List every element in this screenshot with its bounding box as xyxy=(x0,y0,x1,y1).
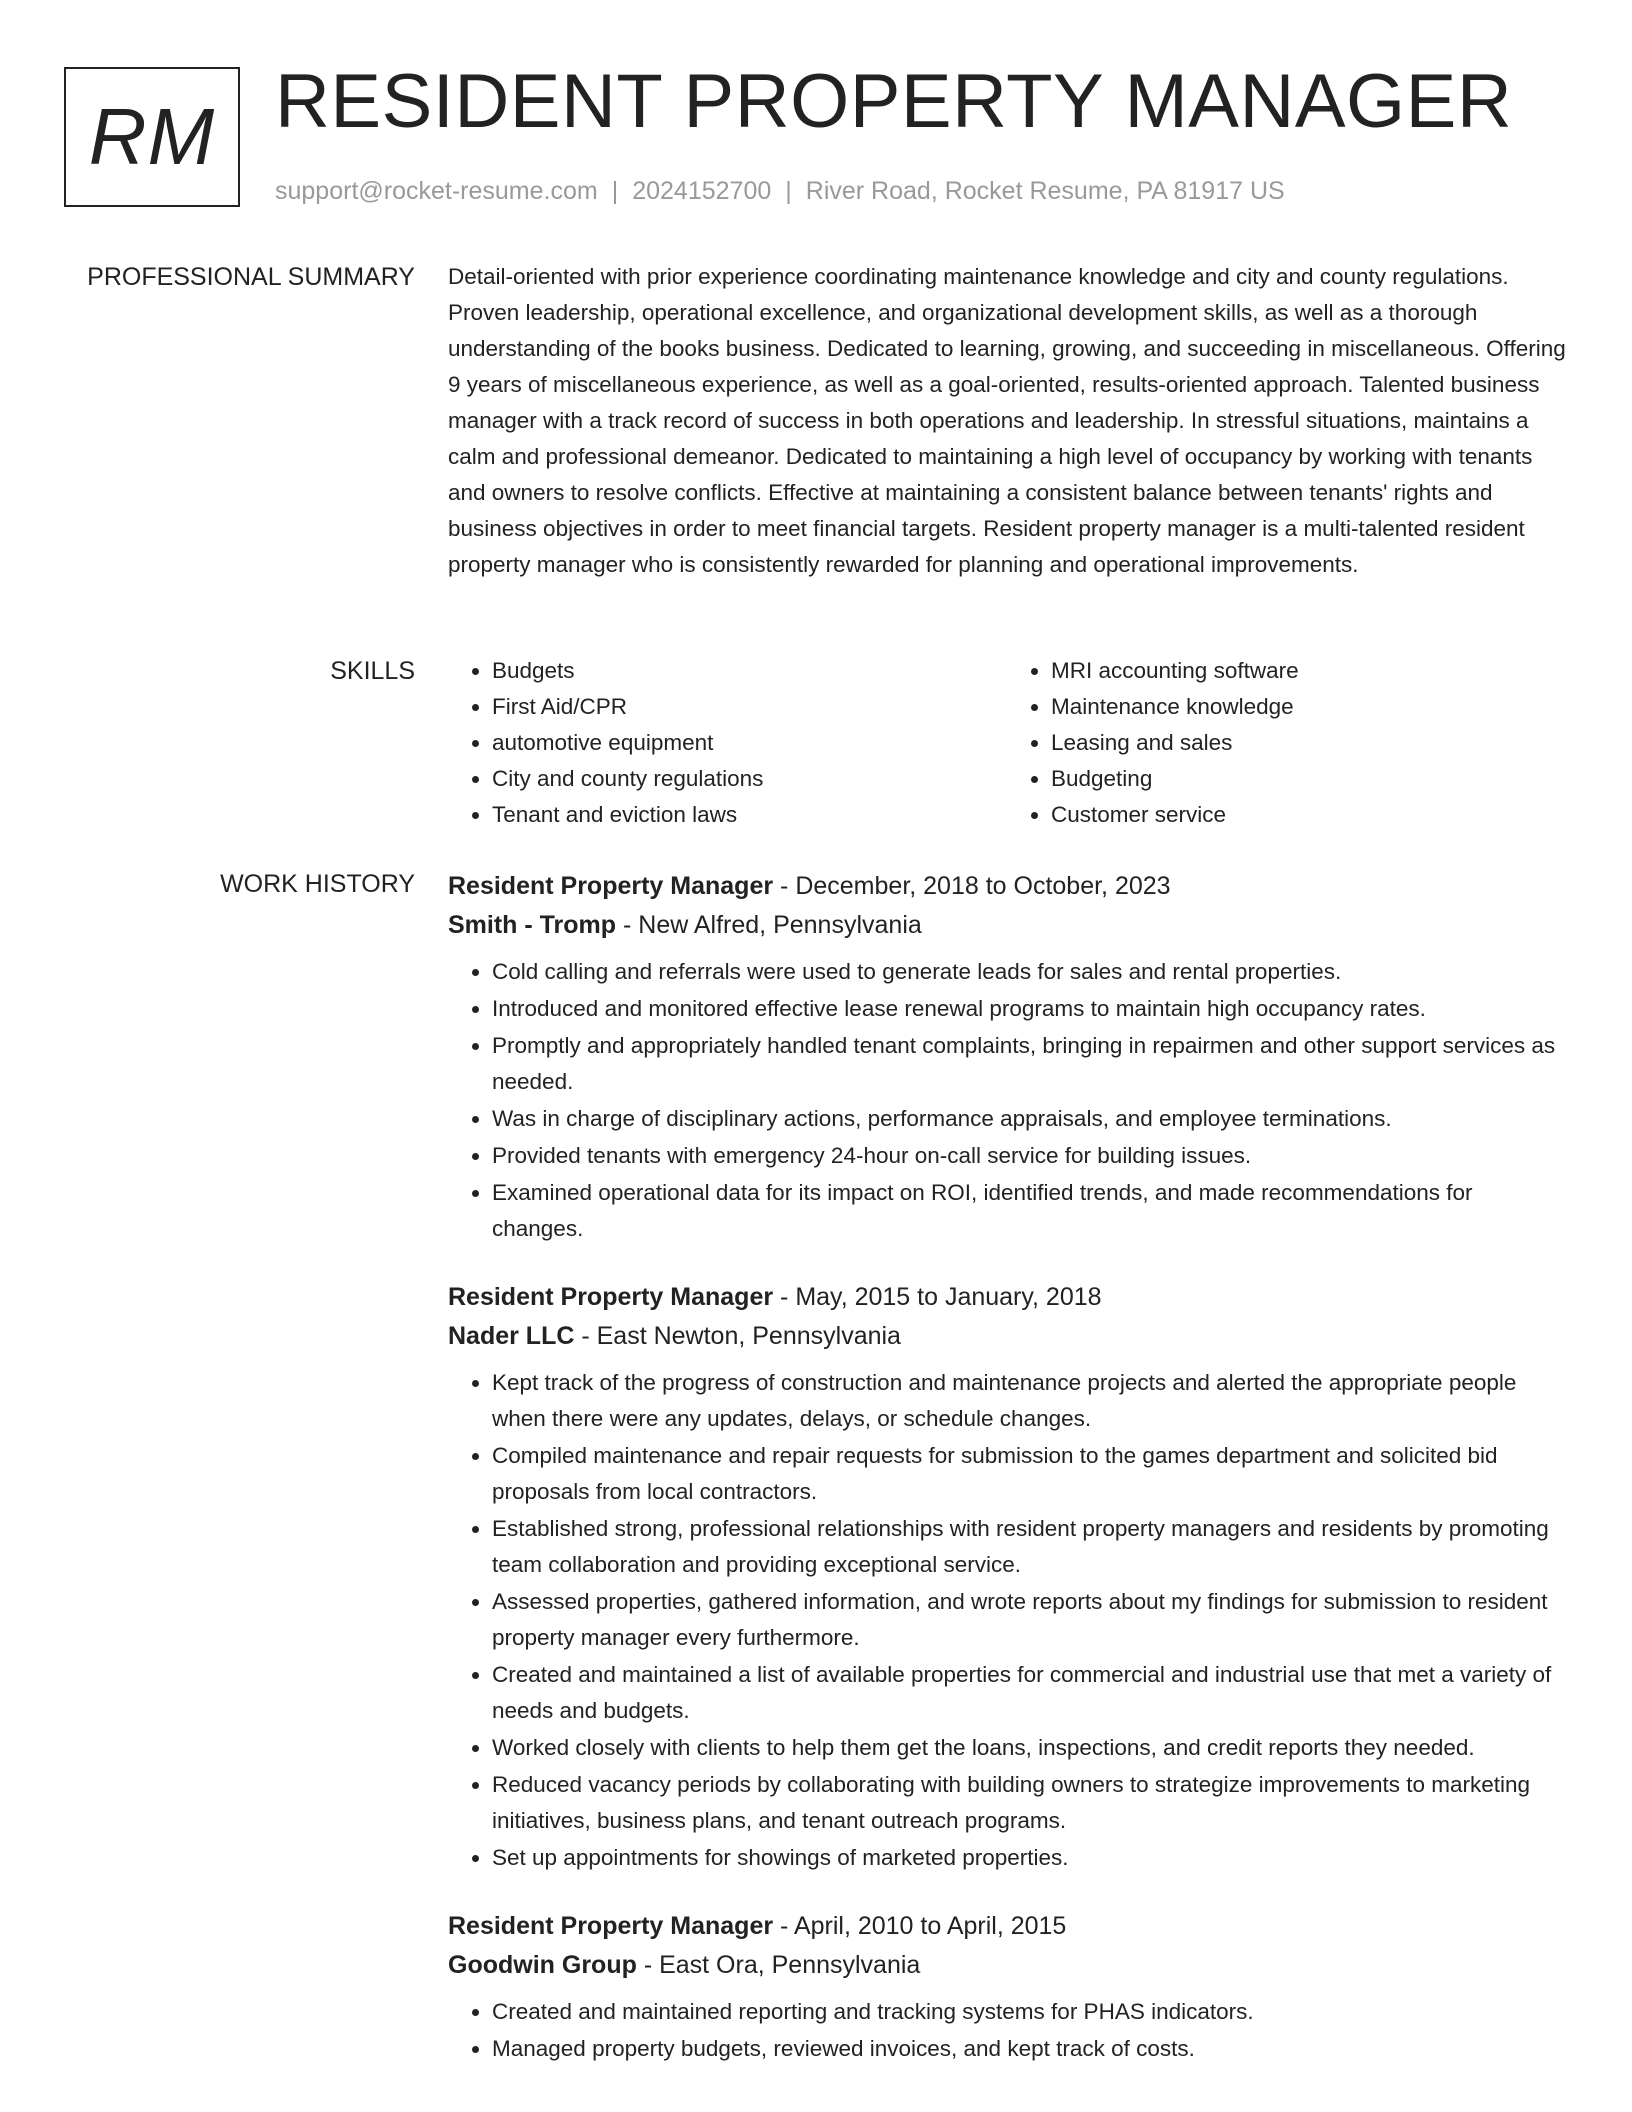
job-company: Goodwin Group xyxy=(448,1951,637,1979)
job-bullet: • Kept track of the progress of construction and maintenance projects and alerted the appropriate people when there were any updates, delays, or schedule changes. xyxy=(492,1365,1566,1437)
job-bullet: • Introduced and monitored effective lease renewal programs to maintain high occupancy rates. xyxy=(492,991,1566,1027)
job-bullets xyxy=(448,1365,1566,1876)
skills-section xyxy=(448,653,1566,833)
job-title: Resident Property Manager xyxy=(448,1283,774,1311)
email-text: support@rocket-resume.com xyxy=(275,177,598,205)
job-title-line xyxy=(448,1906,1566,1946)
phone-text: 2024152700 xyxy=(632,177,772,205)
monogram-box: RM xyxy=(64,67,240,207)
work-history-label: WORK HISTORY xyxy=(220,870,415,898)
skill-item: • Tenant and eviction laws xyxy=(492,797,1007,833)
skill-item: • automotive equipment xyxy=(492,725,1007,761)
job-bullet: • Created and maintained a list of available properties for commercial and industrial use that met a variety of needs and budgets. xyxy=(492,1657,1566,1729)
contact-separator: | xyxy=(611,177,619,205)
skill-item: • Maintenance knowledge xyxy=(1051,689,1566,725)
job-bullet: • Compiled maintenance and repair requests for submission to the games department and solicited bid proposals from local contractors. xyxy=(492,1438,1566,1510)
job-title-line xyxy=(448,1277,1566,1317)
job-bullets xyxy=(448,954,1566,1247)
skill-item: • Customer service xyxy=(1051,797,1566,833)
skill-item: • Budgets xyxy=(492,653,1007,689)
job-location: - New Alfred, Pennsylvania xyxy=(623,911,922,939)
summary-label: PROFESSIONAL SUMMARY xyxy=(87,263,415,291)
job-dates: - December, 2018 to October, 2023 xyxy=(780,872,1171,900)
job-location: - East Newton, Pennsylvania xyxy=(581,1322,901,1350)
skills-list-right xyxy=(1007,653,1566,833)
page-title: RESIDENT PROPERTY MANAGER xyxy=(275,59,1513,144)
job-bullet: • Reduced vacancy periods by collaborating with building owners to strategize improvements to marketing initiatives, business plans, and tenant outreach programs. xyxy=(492,1767,1566,1839)
job-dates: - April, 2010 to April, 2015 xyxy=(780,1912,1067,1940)
job-company-line xyxy=(448,1946,1566,1984)
job-title: Resident Property Manager xyxy=(448,1912,774,1940)
job-bullet: • Established strong, professional relationships with resident property managers and residents by promoting team collaboration and providing exceptional service. xyxy=(492,1511,1566,1583)
job-company: Smith - Tromp xyxy=(448,911,617,939)
job-entry xyxy=(448,1277,1566,1876)
job-bullet: • Examined operational data for its impact on ROI, identified trends, and made recommendations for changes. xyxy=(492,1175,1566,1247)
skill-item: • City and county regulations xyxy=(492,761,1007,797)
work-history-section xyxy=(448,866,1566,2097)
skills-label: SKILLS xyxy=(330,657,415,685)
job-entry xyxy=(448,1906,1566,2067)
job-title-line xyxy=(448,866,1566,906)
skills-grid xyxy=(448,653,1566,833)
job-dates: - May, 2015 to January, 2018 xyxy=(780,1283,1102,1311)
skill-item: • First Aid/CPR xyxy=(492,689,1007,725)
job-bullet: • Assessed properties, gathered information, and wrote reports about my findings for submission to resident property manager every furthermore. xyxy=(492,1584,1566,1656)
job-bullet: • Cold calling and referrals were used to generate leads for sales and rental properties. xyxy=(492,954,1566,990)
job-bullet: • Provided tenants with emergency 24-hour on-call service for building issues. xyxy=(492,1138,1566,1174)
skill-item: • MRI accounting software xyxy=(1051,653,1566,689)
job-company-line xyxy=(448,1317,1566,1355)
job-location: - East Ora, Pennsylvania xyxy=(643,1951,921,1979)
job-entry xyxy=(448,866,1566,1247)
contact-separator: | xyxy=(785,177,792,205)
job-bullet: • Set up appointments for showings of marketed properties. xyxy=(492,1840,1566,1876)
job-bullet: • Created and maintained reporting and tracking systems for PHAS indicators. xyxy=(492,1994,1566,2030)
job-bullet: • Was in charge of disciplinary actions, performance appraisals, and employee terminations. xyxy=(492,1101,1566,1137)
skill-item: • Leasing and sales xyxy=(1051,725,1566,761)
job-title: Resident Property Manager xyxy=(448,872,774,900)
job-bullet: • Promptly and appropriately handled tenant complaints, bringing in repairmen and other support services as needed. xyxy=(492,1028,1566,1100)
job-company-line xyxy=(448,906,1566,944)
summary-text: Detail-oriented with prior experience coordinating maintenance knowledge and city and county regulations. Proven leadership, operational excellence, and organizational development skills, as well as a thorough understanding of the books business. Dedicated to learning, growing, and succeeding in miscellaneous. Offering 9 years of miscellaneous experience, as well as a goal-oriented, results-oriented approach. Talented business manager with a track record of success in both operations and leadership. In stressful situations, maintains a calm and professional demeanor. Dedicated to maintaining a high level of occupancy by working with tenants and owners to resolve conflicts. Effective at maintaining a consistent balance between tenants' rights and business objectives in order to meet financial targets. Resident property manager is a multi-talented resident property manager who is consistently rewarded for planning and operational improvements. xyxy=(448,264,1566,577)
skills-list-left xyxy=(448,653,1007,833)
address-text: River Road, Rocket Resume, PA 81917 US xyxy=(805,177,1285,205)
job-bullet: • Worked closely with clients to help them get the loans, inspections, and credit reports they needed. xyxy=(492,1730,1566,1766)
contact-line xyxy=(275,174,1285,208)
job-company: Nader LLC xyxy=(448,1322,575,1350)
job-bullets xyxy=(448,1994,1566,2067)
skill-item: • Budgeting xyxy=(1051,761,1566,797)
job-bullet: • Managed property budgets, reviewed invoices, and kept track of costs. xyxy=(492,2031,1566,2067)
